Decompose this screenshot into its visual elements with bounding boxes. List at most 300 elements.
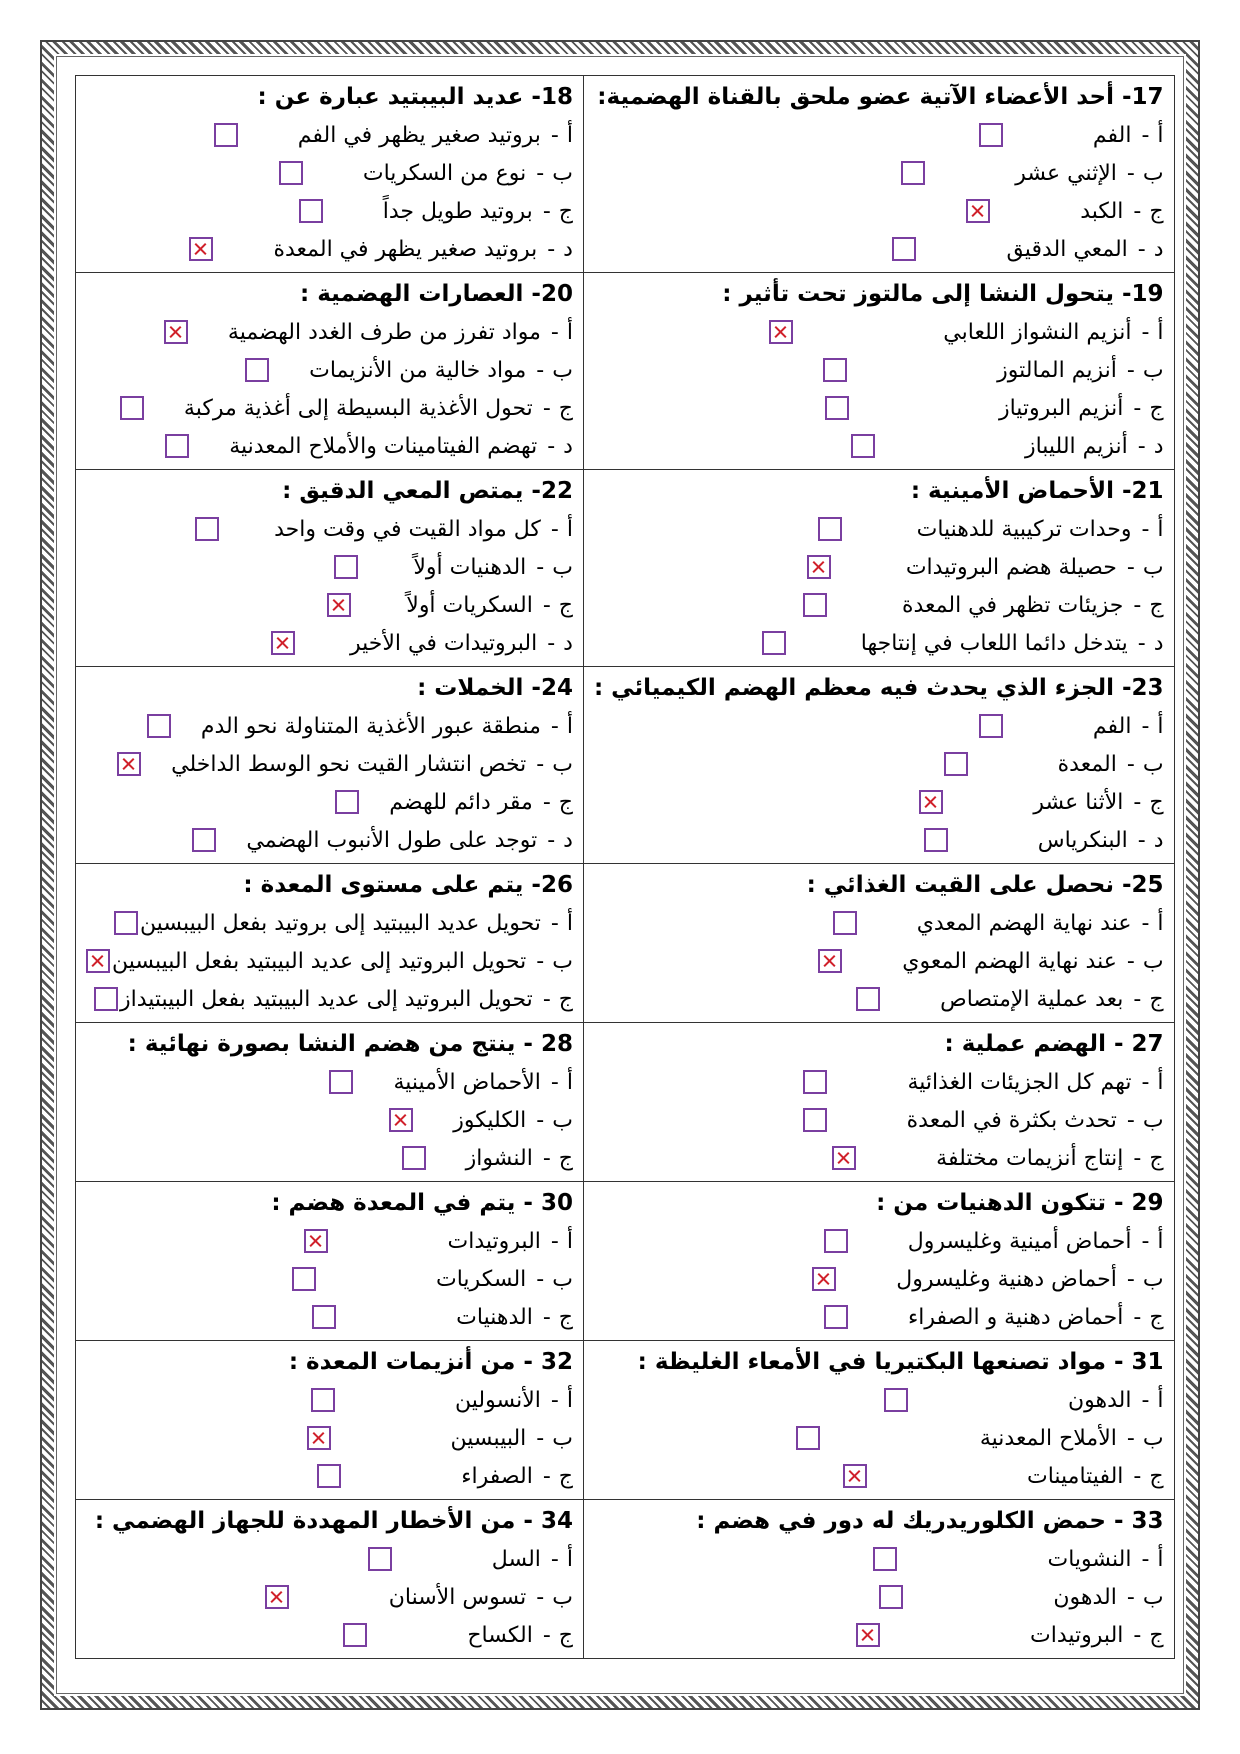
option-text: الدهون: [1053, 1584, 1117, 1610]
answer-option[interactable]: [86, 980, 573, 1018]
option-letter: أ: [1157, 910, 1164, 936]
question-title: 25- نحصل على القيت الغذائي :: [806, 872, 1164, 898]
option-dash: -: [550, 1546, 559, 1572]
question-cell: [583, 76, 1174, 273]
option-dash: -: [542, 1304, 551, 1330]
option-letter: أ: [566, 1069, 573, 1095]
checkbox[interactable]: [311, 1388, 335, 1412]
answer-option[interactable]: [86, 1381, 573, 1419]
answer-option[interactable]: [86, 707, 573, 745]
option-dash: -: [550, 1228, 559, 1254]
answer-option[interactable]: [86, 1298, 573, 1336]
option-letter: ج: [558, 986, 573, 1012]
checkbox[interactable]: [944, 752, 968, 776]
option-letter: د: [563, 630, 573, 656]
answer-option[interactable]: [86, 116, 573, 154]
checkbox[interactable]: [195, 517, 219, 541]
option-text: إنتاج أنزيمات مختلفة: [936, 1145, 1124, 1171]
checked-checkbox[interactable]: [919, 790, 943, 814]
checkbox[interactable]: [833, 911, 857, 935]
question-title: 24- الخملات :: [417, 675, 573, 701]
answer-option[interactable]: [594, 1578, 1164, 1616]
option-dash: -: [1137, 827, 1146, 853]
checkbox[interactable]: [979, 714, 1003, 738]
option-text: كل مواد القيت في وقت واحد: [274, 516, 541, 542]
checked-checkbox[interactable]: [769, 320, 793, 344]
option-text: الكليكوز: [453, 1107, 527, 1133]
option-letter: ب: [1142, 1425, 1164, 1451]
answer-option[interactable]: [594, 427, 1164, 465]
answer-option[interactable]: [86, 548, 573, 586]
option-text: الأنسولين: [455, 1387, 541, 1413]
checkbox[interactable]: [147, 714, 171, 738]
checkbox[interactable]: [402, 1146, 426, 1170]
option-dash: -: [1126, 357, 1135, 383]
checkbox[interactable]: [856, 987, 880, 1011]
answer-option[interactable]: [86, 1419, 573, 1457]
option-letter: أ: [1157, 1228, 1164, 1254]
option-dash: -: [1133, 1304, 1142, 1330]
option-dash: -: [1141, 713, 1150, 739]
answer-option[interactable]: [86, 1101, 573, 1139]
option-letter: د: [563, 433, 573, 459]
option-text: بروتيد صغير يظهر في المعدة: [273, 236, 538, 262]
question-title: 29 - تتكون الدهنيات من :: [876, 1190, 1164, 1216]
answer-option[interactable]: [594, 154, 1164, 192]
question-title: 18- عديد البيبتيد عبارة عن :: [257, 84, 573, 110]
option-text: تهضم الفيتامينات والأملاح المعدنية: [229, 433, 538, 459]
question-cell: [583, 273, 1174, 470]
question-cell: [76, 273, 584, 470]
question-row: [76, 273, 1175, 470]
option-dash: -: [1126, 948, 1135, 974]
answer-option[interactable]: [594, 313, 1164, 351]
checkbox[interactable]: [818, 517, 842, 541]
checked-checkbox[interactable]: [812, 1267, 836, 1291]
checkbox[interactable]: [803, 593, 827, 617]
checkbox[interactable]: [343, 1623, 367, 1647]
option-dash: -: [536, 1584, 545, 1610]
option-letter: ج: [1149, 592, 1164, 618]
option-dash: -: [550, 1069, 559, 1095]
checkbox[interactable]: [884, 1388, 908, 1412]
answer-option[interactable]: [594, 1381, 1164, 1419]
option-text: البروتيدات في الأخير: [349, 630, 538, 656]
option-text: المعي الدقيق: [1006, 236, 1128, 262]
answer-option[interactable]: [86, 510, 573, 548]
question-title: 20- العصارات الهضمية :: [300, 281, 573, 307]
option-text: الكساح: [467, 1622, 533, 1648]
answer-option[interactable]: [86, 1457, 573, 1495]
answer-option[interactable]: [86, 389, 573, 427]
option-letter: د: [563, 236, 573, 262]
answer-option[interactable]: [594, 116, 1164, 154]
option-text: الكبد: [1080, 198, 1124, 224]
option-letter: أ: [566, 319, 573, 345]
answer-option[interactable]: [86, 230, 573, 268]
option-text: البنكرياس: [1037, 827, 1128, 853]
answer-option[interactable]: [594, 942, 1164, 980]
option-text: نوع من السكريات: [362, 160, 527, 186]
option-letter: ج: [1149, 395, 1164, 421]
answer-option[interactable]: [594, 745, 1164, 783]
option-letter: ج: [1149, 198, 1164, 224]
option-text: السل: [491, 1546, 541, 1572]
answer-option[interactable]: [86, 586, 573, 624]
answer-option[interactable]: [594, 586, 1164, 624]
checkbox[interactable]: [299, 199, 323, 223]
option-letter: أ: [566, 1546, 573, 1572]
option-dash: -: [1137, 630, 1146, 656]
answer-option[interactable]: [86, 1616, 573, 1654]
option-text: الفم: [1092, 122, 1132, 148]
option-text: الفم: [1092, 713, 1132, 739]
option-dash: -: [1137, 236, 1146, 262]
answer-option[interactable]: [86, 1260, 573, 1298]
answer-option[interactable]: [86, 942, 573, 980]
answer-option[interactable]: [86, 904, 573, 942]
question-title: 17- أحد الأعضاء الآتية عضو ملحق بالقناة الهضمية:: [597, 84, 1164, 110]
answer-option[interactable]: [86, 745, 573, 783]
question-row: [76, 864, 1175, 1023]
option-text: أحماض أمينية وغليسرول: [907, 1228, 1132, 1254]
question-cell: [76, 667, 584, 864]
option-text: الدهون: [1067, 1387, 1132, 1413]
option-letter: ج: [1149, 1463, 1164, 1489]
option-dash: -: [1141, 1387, 1150, 1413]
option-dash: -: [542, 986, 551, 1012]
checked-checkbox[interactable]: [818, 949, 842, 973]
option-dash: -: [536, 160, 545, 186]
option-text: المعدة: [1057, 751, 1117, 777]
option-text: تحويل عديد البيبتيد إلى بروتيد بفعل البيبسين: [139, 910, 541, 936]
checkbox[interactable]: [892, 237, 916, 261]
answer-option[interactable]: [594, 1616, 1164, 1654]
checkbox[interactable]: [192, 828, 216, 852]
option-letter: ب: [552, 1425, 573, 1451]
answer-option[interactable]: [594, 1139, 1164, 1177]
answer-option[interactable]: [86, 1578, 573, 1616]
answer-option[interactable]: [594, 230, 1164, 268]
option-text: جزيئات تظهر في المعدة: [901, 592, 1124, 618]
option-letter: أ: [566, 1387, 573, 1413]
option-letter: أ: [566, 713, 573, 739]
option-text: الأملاح المعدنية: [979, 1425, 1117, 1451]
checkbox[interactable]: [329, 1070, 353, 1094]
option-dash: -: [1133, 395, 1142, 421]
checkbox[interactable]: [824, 1229, 848, 1253]
checkbox[interactable]: [901, 161, 925, 185]
option-dash: -: [1133, 789, 1142, 815]
answer-option[interactable]: [86, 427, 573, 465]
answer-option[interactable]: [86, 783, 573, 821]
checkbox[interactable]: [979, 123, 1003, 147]
question-row: [76, 667, 1175, 864]
answer-option[interactable]: [594, 351, 1164, 389]
answer-option[interactable]: [594, 389, 1164, 427]
option-dash: -: [547, 630, 556, 656]
answer-option[interactable]: [594, 1457, 1164, 1495]
option-dash: -: [1126, 160, 1135, 186]
answer-option[interactable]: [594, 1101, 1164, 1139]
checkbox[interactable]: [94, 987, 118, 1011]
option-letter: ج: [558, 198, 573, 224]
option-letter: ب: [1142, 751, 1164, 777]
answer-option[interactable]: [594, 624, 1164, 662]
option-letter: ج: [1149, 986, 1164, 1012]
option-dash: -: [550, 122, 559, 148]
option-text: تحويل البروتيد إلى عديد البيبتيد بفعل البيبتيداز: [119, 986, 533, 1012]
option-dash: -: [1137, 433, 1146, 459]
checkbox[interactable]: [334, 555, 358, 579]
answer-option[interactable]: [86, 313, 573, 351]
option-text: الدهنيات: [456, 1304, 533, 1330]
answer-option[interactable]: [86, 1139, 573, 1177]
checkbox[interactable]: [803, 1108, 827, 1132]
question-title: 28 - ينتج من هضم النشا بصورة نهائية :: [127, 1031, 573, 1057]
question-cell: [76, 76, 584, 273]
answer-option[interactable]: [86, 1222, 573, 1260]
question-row: [76, 1341, 1175, 1500]
answer-option[interactable]: [594, 1260, 1164, 1298]
checked-checkbox[interactable]: [807, 555, 831, 579]
checkbox[interactable]: [823, 358, 847, 382]
option-letter: ج: [558, 789, 573, 815]
answer-option[interactable]: [86, 192, 573, 230]
checked-checkbox[interactable]: [307, 1426, 331, 1450]
checkbox[interactable]: [165, 434, 189, 458]
checkbox[interactable]: [762, 631, 786, 655]
option-letter: أ: [1157, 516, 1164, 542]
question-row: [76, 76, 1175, 273]
option-dash: -: [550, 516, 559, 542]
option-text: تحول الأغذية البسيطة إلى أغذية مركبة: [183, 395, 533, 421]
option-letter: ج: [558, 592, 573, 618]
option-dash: -: [1133, 198, 1142, 224]
option-text: الأحماض الأمينية: [393, 1069, 541, 1095]
option-letter: ج: [558, 1463, 573, 1489]
answer-option[interactable]: [594, 1419, 1164, 1457]
checked-checkbox[interactable]: [189, 237, 213, 261]
question-cell: [583, 1500, 1174, 1659]
question-title: 32 - من أنزيمات المعدة :: [288, 1349, 573, 1375]
answer-option[interactable]: [594, 904, 1164, 942]
option-text: السكريات أولاً: [406, 592, 533, 618]
answer-option[interactable]: [594, 980, 1164, 1018]
option-letter: ب: [552, 160, 573, 186]
option-letter: ج: [1149, 1622, 1164, 1648]
option-letter: أ: [1157, 1387, 1164, 1413]
answer-option[interactable]: [594, 1298, 1164, 1336]
checked-checkbox[interactable]: [265, 1585, 289, 1609]
checked-checkbox[interactable]: [271, 631, 295, 655]
checkbox[interactable]: [245, 358, 269, 382]
checkbox[interactable]: [312, 1305, 336, 1329]
option-letter: ج: [1149, 789, 1164, 815]
option-dash: -: [1126, 1425, 1135, 1451]
option-dash: -: [550, 910, 559, 936]
answer-option[interactable]: [594, 783, 1164, 821]
answer-option[interactable]: [86, 821, 573, 859]
checkbox[interactable]: [796, 1426, 820, 1450]
option-dash: -: [550, 713, 559, 739]
checkbox[interactable]: [292, 1267, 316, 1291]
option-dash: -: [1133, 592, 1142, 618]
question-cell: [583, 1341, 1174, 1500]
option-letter: أ: [1157, 319, 1164, 345]
option-text: الإثني عشر: [1015, 160, 1117, 186]
answer-option[interactable]: [594, 1222, 1164, 1260]
checkbox[interactable]: [279, 161, 303, 185]
option-text: الدهنيات أولاً: [413, 554, 527, 580]
checkbox[interactable]: [120, 396, 144, 420]
checkbox[interactable]: [879, 1585, 903, 1609]
option-letter: ج: [1149, 1145, 1164, 1171]
question-cell: [583, 667, 1174, 864]
option-letter: أ: [1157, 1546, 1164, 1572]
checked-checkbox[interactable]: [966, 199, 990, 223]
option-letter: د: [563, 827, 573, 853]
option-letter: ب: [1142, 948, 1164, 974]
checkbox[interactable]: [335, 790, 359, 814]
question-title: 31 - مواد تصنعها البكتيريا في الأمعاء الغليظة :: [637, 1349, 1164, 1375]
question-cell: [76, 864, 584, 1023]
option-dash: -: [1141, 122, 1150, 148]
option-dash: -: [1133, 1463, 1142, 1489]
answer-option[interactable]: [86, 154, 573, 192]
quiz-table: [75, 75, 1175, 1659]
checkbox[interactable]: [873, 1547, 897, 1571]
checkbox[interactable]: [825, 396, 849, 420]
answer-option[interactable]: [594, 1540, 1164, 1578]
option-letter: أ: [1157, 1069, 1164, 1095]
option-letter: ج: [1149, 1304, 1164, 1330]
option-text: أحماض دهنية وغليسرول: [896, 1266, 1117, 1292]
option-text: السكريات: [436, 1266, 527, 1292]
option-letter: د: [1153, 236, 1164, 262]
option-text: أنزيم البروتياز: [998, 395, 1124, 421]
option-letter: ب: [1142, 1584, 1164, 1610]
checkbox[interactable]: [317, 1464, 341, 1488]
question-title: 30 - يتم في المعدة هضم :: [271, 1190, 573, 1216]
option-text: يتدخل دائما اللعاب في إنتاجها: [860, 630, 1128, 656]
checkbox[interactable]: [824, 1305, 848, 1329]
option-dash: -: [1141, 319, 1150, 345]
option-text: أنزيم الليباز: [1024, 433, 1128, 459]
answer-option[interactable]: [594, 821, 1164, 859]
checkbox[interactable]: [924, 828, 948, 852]
question-cell: [76, 1500, 584, 1659]
option-text: البيبسين: [450, 1425, 527, 1451]
option-letter: ب: [552, 357, 573, 383]
answer-option[interactable]: [86, 624, 573, 662]
option-text: وحدات تركيبية للدهنيات: [916, 516, 1132, 542]
option-dash: -: [1133, 986, 1142, 1012]
question-row: [76, 1500, 1175, 1659]
answer-option[interactable]: [86, 351, 573, 389]
option-letter: أ: [1157, 122, 1164, 148]
option-letter: ب: [1142, 160, 1164, 186]
answer-option[interactable]: [86, 1540, 573, 1578]
option-dash: -: [542, 592, 551, 618]
question-cell: [76, 1182, 584, 1341]
option-letter: ب: [552, 1107, 573, 1133]
option-dash: -: [547, 827, 556, 853]
answer-option[interactable]: [594, 510, 1164, 548]
question-cell: [76, 1023, 584, 1182]
checkbox[interactable]: [803, 1070, 827, 1094]
option-dash: -: [542, 1463, 551, 1489]
answer-option[interactable]: [594, 548, 1164, 586]
option-text: أحماض دهنية و الصفراء: [907, 1304, 1124, 1330]
checked-checkbox[interactable]: [389, 1108, 413, 1132]
question-cell: [583, 1023, 1174, 1182]
checked-checkbox[interactable]: [327, 593, 351, 617]
option-dash: -: [547, 433, 556, 459]
checkbox[interactable]: [368, 1547, 392, 1571]
option-dash: -: [1126, 554, 1135, 580]
option-dash: -: [536, 554, 545, 580]
option-text: تسوس الأسنان: [388, 1584, 527, 1610]
checked-checkbox[interactable]: [856, 1623, 880, 1647]
option-text: تحويل البروتيد إلى عديد البيبتيد بفعل البيبسين: [112, 948, 527, 974]
checkbox[interactable]: [114, 911, 138, 935]
answer-option[interactable]: [594, 192, 1164, 230]
option-letter: د: [1153, 433, 1164, 459]
option-text: الفيتامينات: [1026, 1463, 1124, 1489]
checked-checkbox[interactable]: [117, 752, 141, 776]
option-dash: -: [1141, 910, 1150, 936]
checkbox[interactable]: [214, 123, 238, 147]
option-dash: -: [542, 198, 551, 224]
option-text: البروتيدات: [447, 1228, 541, 1254]
option-letter: أ: [566, 910, 573, 936]
question-row: [76, 1023, 1175, 1182]
checked-checkbox[interactable]: [86, 949, 110, 973]
option-letter: ج: [558, 1145, 573, 1171]
option-letter: ج: [558, 395, 573, 421]
answer-option[interactable]: [594, 707, 1164, 745]
option-letter: أ: [1157, 713, 1164, 739]
checked-checkbox[interactable]: [164, 320, 188, 344]
option-letter: ب: [552, 1584, 573, 1610]
checked-checkbox[interactable]: [843, 1464, 867, 1488]
question-cell: [583, 1182, 1174, 1341]
question-cell: [76, 1341, 584, 1500]
checked-checkbox[interactable]: [832, 1146, 856, 1170]
option-text: عند نهاية الهضم المعوي: [902, 948, 1117, 974]
question-cell: [583, 470, 1174, 667]
question-title: 33 - حمض الكلوريدريك له دور في هضم :: [696, 1508, 1164, 1534]
question-title: 19- يتحول النشا إلى مالتوز تحت تأثير :: [722, 281, 1164, 307]
checked-checkbox[interactable]: [304, 1229, 328, 1253]
answer-option[interactable]: [86, 1063, 573, 1101]
checkbox[interactable]: [851, 434, 875, 458]
option-letter: أ: [566, 1228, 573, 1254]
option-dash: -: [1133, 1622, 1142, 1648]
question-cell: [583, 864, 1174, 1023]
option-letter: ج: [558, 1304, 573, 1330]
option-text: أنزيم النشواز اللعابي: [943, 319, 1132, 345]
answer-option[interactable]: [594, 1063, 1164, 1101]
option-dash: -: [1141, 1069, 1150, 1095]
option-text: منطقة عبور الأغذية المتناولة نحو الدم: [200, 713, 541, 739]
option-dash: -: [1126, 1584, 1135, 1610]
question-title: 26- يتم على مستوى المعدة :: [243, 872, 573, 898]
question-row: [76, 1182, 1175, 1341]
option-text: مواد تفرز من طرف الغدد الهضمية: [227, 319, 541, 345]
option-dash: -: [542, 395, 551, 421]
